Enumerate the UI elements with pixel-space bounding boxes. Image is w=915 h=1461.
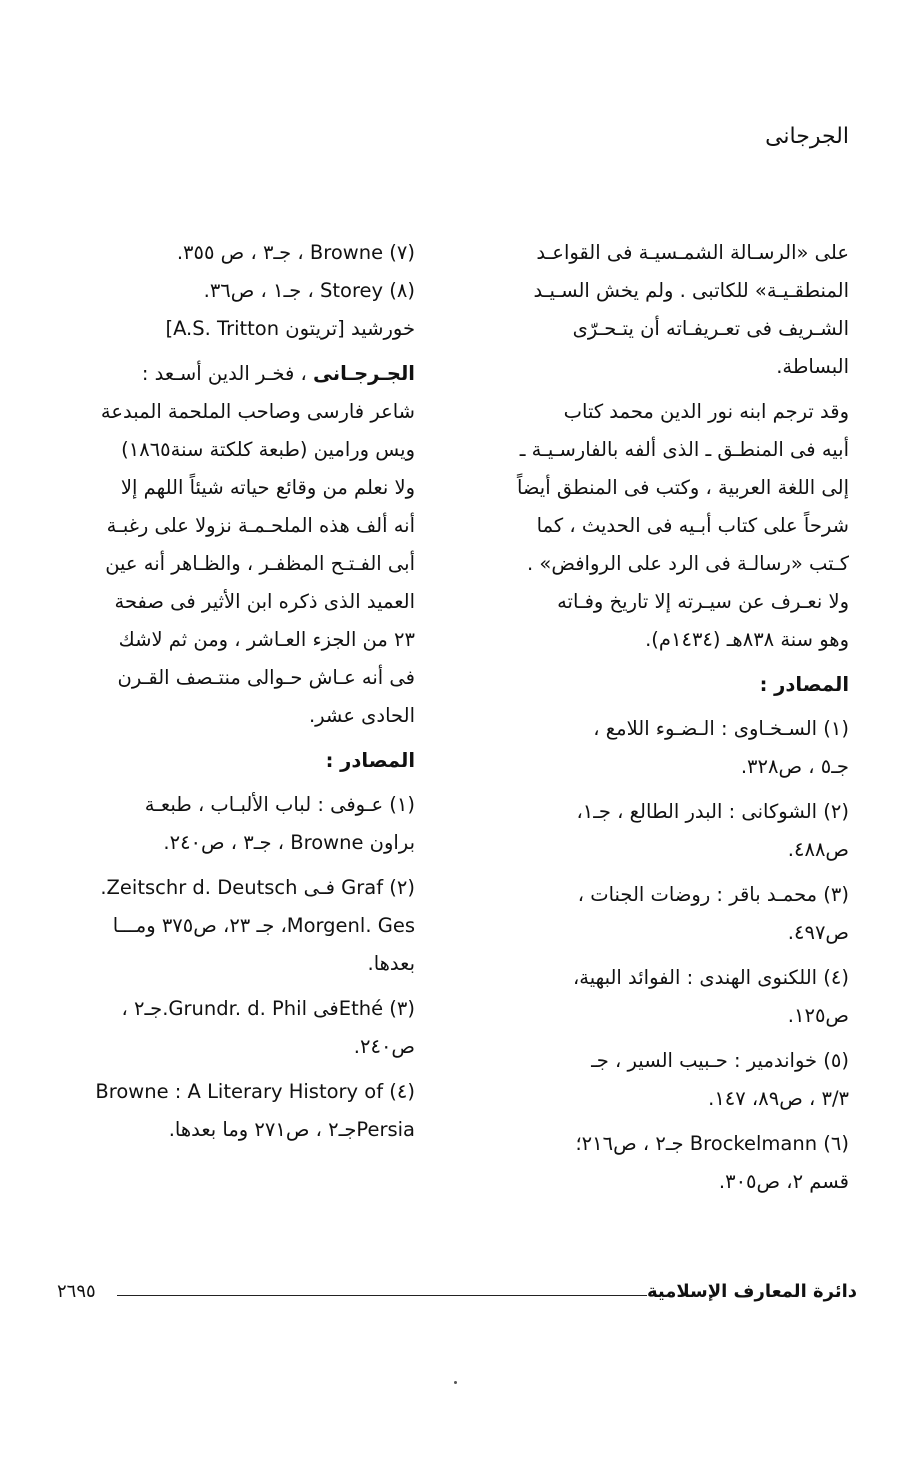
right-column: [469, 234, 849, 1208]
text-line: أبى الفـتـح المظفـر ، والظـاهر أنه عين: [105, 552, 415, 575]
source-item: [50, 786, 415, 862]
reference-line: (٨) Storey ، جـ١ ، ص٣٦.: [203, 279, 415, 302]
reference-line: (٧) Browne ، جـ٣ ، ص ٣٥٥.: [176, 241, 415, 264]
text-line: البساطة.: [776, 355, 849, 378]
text-line: ولا نعلم من وقائع حياته شيئاً اللهم إلا: [120, 476, 415, 499]
text-line: كـتب «رسالـة فى الرد على الروافض» .: [527, 552, 849, 575]
page-footer: [57, 1281, 857, 1311]
source-item: [469, 1042, 849, 1118]
source-line: Morgenl. Ges، جـ ٢٣، ص٣٧٥ ومـــا: [112, 914, 415, 937]
text-line: الحادى عشر.: [308, 704, 415, 727]
source-line: ص٢٤٠.: [353, 1035, 415, 1058]
source-line: ص٤٨٨.: [787, 838, 849, 861]
text-line: ولا نعـرف عن سيـرته إلا تاريخ وفـاته: [557, 590, 849, 613]
source-line: براون Browne ، جـ٣ ، ص٢٤٠.: [163, 831, 415, 854]
source-line: (٢) Graf فـى Zeitschr d. Deutsch.: [100, 876, 415, 899]
source-line: ص٤٩٧.: [787, 921, 849, 944]
source-line: (٤) Browne : A Literary History of: [95, 1080, 415, 1103]
source-item: [469, 1125, 849, 1201]
sources-heading: المصادر :: [759, 673, 849, 696]
source-line: (٢) الشوكانى : البدر الطالع ، جـ١،: [576, 800, 849, 823]
text-line: أنه ألف هذه الملحـمـة نزولا على رغبـة: [106, 514, 415, 537]
source-item: [469, 710, 849, 786]
text-line: ويس ورامين (طبعة كلكتة سنة١٨٦٥): [121, 438, 415, 461]
entry-subtitle: ، فخـر الدين أسـعد :: [141, 362, 307, 385]
text-line: ٢٣ من الجزء العـاشر ، ومن ثم لاشك: [118, 628, 415, 651]
paragraph-1: [469, 234, 849, 386]
source-line: (٤) اللكنوى الهندى : الفوائد البهية،: [572, 966, 849, 989]
source-line: (١) عـوفى : لباب الألبـاب ، طبعـة: [144, 793, 415, 816]
source-item: [50, 1073, 415, 1149]
references-top: [50, 234, 415, 348]
scan-dot: [454, 1381, 457, 1384]
entry-first-line: [50, 355, 415, 393]
text-line: شرحاً على كتاب أبـيه فى الحديث ، كما: [536, 514, 849, 537]
source-line: Persiaجـ٢ ، ص٢٧١ وما بعدها.: [168, 1118, 415, 1141]
source-line: ص١٢٥.: [787, 1004, 849, 1027]
source-item: [469, 793, 849, 869]
source-line: (٦) Brockelmann جـ٢ ، ص٢١٦؛: [575, 1132, 849, 1155]
page-header-title: الجرجانى: [765, 124, 849, 149]
text-line: فى أنه عـاش حـوالى منتـصف القـرن: [117, 666, 415, 689]
paragraph-2: [469, 393, 849, 659]
text-line: وقد ترجم ابنه نور الدين محمد كتاب: [563, 400, 849, 423]
source-item: [469, 959, 849, 1035]
source-line: بعدها.: [367, 952, 415, 975]
source-item: [469, 876, 849, 952]
text-line: أبيه فى المنطـق ـ الذى ألفه بالفارسـيـة ـ: [519, 438, 849, 461]
footer-rule: [117, 1295, 647, 1296]
source-line: جـ٥ ، ص٣٢٨.: [740, 755, 849, 778]
source-line: (٣) Ethéفى Grundr. d. Phil.جـ٢ ،: [121, 997, 415, 1020]
text-line: إلى اللغة العربية ، وكتب فى المنطق أيضاً: [516, 476, 849, 499]
text-line: شاعر فارسى وصاحب الملحمة المبدعة: [100, 400, 415, 423]
source-item: [50, 869, 415, 983]
text-line: الشـريف فى تعـريفـاته أن يتـحـرّى: [572, 317, 849, 340]
author-credit: خورشيد [تريتون A.S. Tritton]: [165, 317, 415, 340]
source-line: ٣/٣ ، ص٨٩، ١٤٧.: [708, 1087, 849, 1110]
left-column: [50, 234, 415, 1156]
text-line: العميد الذى ذكره ابن الأثير فى صفحة: [114, 590, 415, 613]
source-line: قسم ٢، ص٣٠٥.: [718, 1170, 849, 1193]
source-line: (٥) خواندمير : حـبيب السير ، جـ: [591, 1049, 849, 1072]
text-line: وهو سنة ٨٣٨هـ (١٤٣٤م).: [645, 628, 849, 651]
sources-heading: المصادر :: [325, 749, 415, 772]
source-line: (٣) محمـد باقر : روضات الجنات ،: [577, 883, 849, 906]
entry-paragraph: [50, 355, 415, 735]
source-line: (١) السـخـاوى : الـضـوء اللامع ،: [593, 717, 849, 740]
text-line: المنطقـيـة» للكاتبى . ولم يخش السـيـد: [533, 279, 849, 302]
page-number: ٢٦٩٥: [57, 1281, 96, 1302]
text-line: على «الرسـالة الشمـسيـة فى القواعـد: [536, 241, 849, 264]
entry-title: الجـرجـانى: [313, 362, 415, 385]
footer-title: دائرة المعارف الإسلامية: [646, 1281, 857, 1302]
source-item: [50, 990, 415, 1066]
